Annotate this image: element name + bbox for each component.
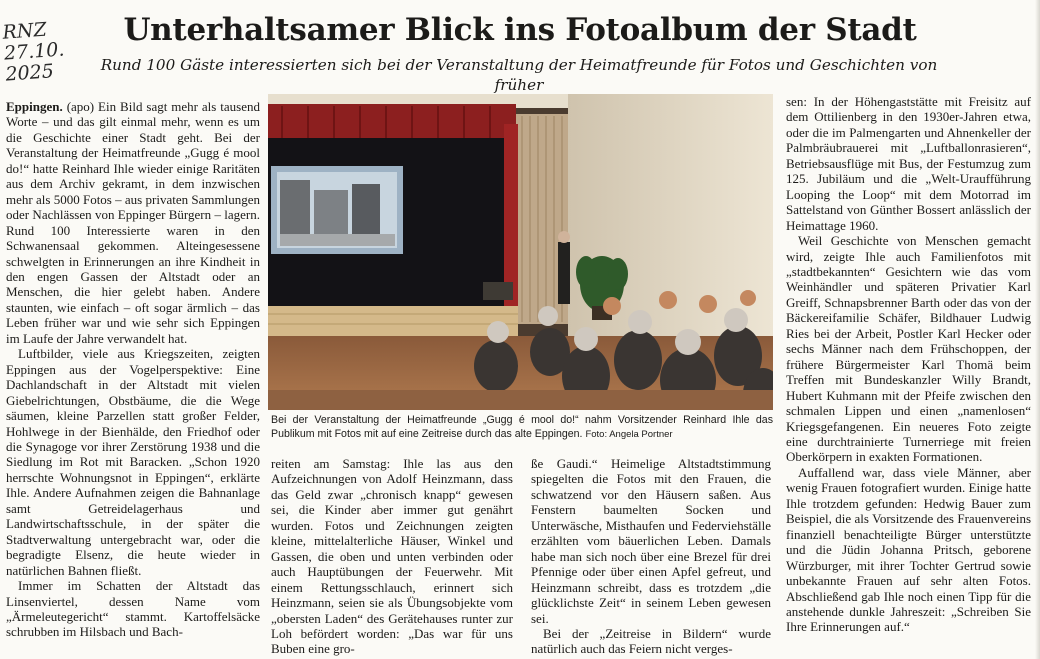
photo-caption <box>271 413 773 442</box>
paragraph: reiten am Samstag: Ihle las aus den Aufzeichnungen von Adolf Heinzmann, dass das Geld zwar „chronisch knapp“ gewesen sei, die Kinder aber immer gut genährt wurden. Fotos und Zeichnungen zeigten kleine, mittelalterliche Häuser, Winkel und Gassen, die oben und unten verbinden oder auch Hauptübungen der Feuerwehr. Mit einem Rettungsschlauch, erinnert sich Heinzmann, seien sie als Übungsobjekte vom „obersten Laden“ des Gerätehauses runter zur Loh befördert worden: „Das war für uns Buben eine gro- <box>271 456 513 657</box>
paragraph-text: (apo) Ein Bild sagt mehr als tausend Worte – und das gilt einmal mehr, wenn es um die Geschichte einer Stadt geht. Bei der Veranstaltung der Heimatfreunde „Gugg é mool do!“ hatte Reinhard Ihle wieder einige Raritäten aus dem Archiv gekramt, in dem inzwischen mehr als 5000 Fotos – aus privaten Sammlungen oder Nachlässen von Eppinger Bürgern – lagern. Rund 100 Interessierte waren in den Schwanensaal gekommen. Alteingesessene schwelgten in Erinnerungen an ihre Kindheit in den engen Gassen der Altstadt oder an Menschen, die hier gelebt haben. Andere staunten, wie einfach – oft sogar ärmlich – das Leben früher war und wie sehr sich Eppingen im Laufe der Jahre verwandelt hat. <box>6 99 261 346</box>
paragraph: Weil Geschichte von Menschen gemacht wird, zeigte Ihle auch Familienfotos mit „stadtbekannten“ Gesichtern wie das vom Weinhändler und späteren Privatier Karl Greiff, Schnapsbrenner Barth oder das von der Bäckereifamilie Schäfer, Bildhauer Ludwig Ries bei der Arbeit, Postler Karl Hecker oder sechs Männer nach dem Frühschoppen, der frühere Bürgermeister Karl Thomä beim Treffen mit Bundeskanzler Willy Brandt, Hubert Kuhmann mit der Pfeife zwischen den schmalen Lippen und einen „namenlosen“ Kriegsgefangenen. Ein neueres Foto zeigte eine durchtrainierte Turnerriege mit freien Oberkörpern in exakten Formationen. <box>786 233 1031 465</box>
paragraph: Auffallend war, dass viele Männer, aber wenig Frauen fotografiert wurden. Einige hatte Ihle trotzdem gefunden: Hedwig Bauer zum Beispiel, die als Vorsitzende des Frauenvereins finanziell benachteiligte Bürger unterstützte und die Jüdin Johanna Pritsch, geborene Würzburger, mit ihrer Tochter Gertrud sowie unbekannte Frauen auf sehr alten Fotos. Abschließend gab Ihle noch einen Tipp für die anstehende dunkle Jahreszeit: „Schreiben Sie Ihre Erinnerungen auf.“ <box>786 464 1031 635</box>
article-column-1 <box>6 99 260 640</box>
caption-text: Bei der Veranstaltung der Heimatfreunde „Gugg é mool do!“ nahm Vorsitzender Reinhard Ihle das Publikum mit Fotos mit auf eine Zeitreise durch das alte Eppingen. <box>271 414 773 440</box>
subheadline: Rund 100 Gäste interessierten sich bei der Veranstaltung der Heimatfreunde für Fotos und Geschichten von früher <box>100 56 938 94</box>
event-photo <box>268 94 773 410</box>
handwritten-note <box>2 17 82 85</box>
note-line: 27.10. <box>3 38 66 65</box>
paragraph: sen: In der Höhengaststätte mit Freisitz auf dem Ottilienberg in den 1930er-Jahren etwa, oder die im Palmengarten und Ahnenkeller der Palmbräubrauerei mit „Luftballonrasieren“, Betriebsausflüge mit Bus, der Festumzug zum 125. Jubiläum und die „Welt-Uraufführung Looping the Loop“ mit dem Motorrad im Sattelstand von Günther Bossert anlässlich der Heimattage 1960. <box>786 94 1031 233</box>
dateline: Eppingen. <box>6 99 63 114</box>
photo-credit: Foto: Angela Portner <box>585 429 673 440</box>
paragraph: Luftbilder, viele aus Kriegszeiten, zeigten Eppingen aus der Vogelperspektive: Eine Dachlandschaft in der Altstadt mit vielen Giebelrichtungen, Obstbäume, die die Wege säumen, kleine Parzellen statt großer Felder, Hohlwege in der Bienhälde, den Friedhof oder die Synagoge vor ihrer Zerstörung 1938 und die Siedlung im Rot mit Baracken. „Schon 1920 herrschte Wohnungsnot in Eppingen“, erklärte Ihle. Andere Aufnahmen zeigen die Bahnanlage samt Getreidelagerhaus und Landwirtschaftsschule, in der später die Stadtverwaltung untergebracht war, oder die begradigte Elsenz, die heute wieder in natürlichen Bahnen fließt. <box>6 346 260 578</box>
article-column-2 <box>271 456 513 657</box>
event-photo-illustration <box>268 94 773 410</box>
lead-paragraph <box>6 99 260 346</box>
note-line: 2025 <box>4 60 55 86</box>
scan-edge <box>1035 0 1040 659</box>
note-line: RNZ <box>1 18 48 44</box>
paragraph: Immer im Schatten der Altstadt das Linsenviertel, dessen Name vom „Ärmeleutegericht“ stammt. Kartoffelsäcke schrubben im Hilsbach und Bach- <box>6 578 260 640</box>
article-column-3 <box>531 456 771 657</box>
article-column-4 <box>786 94 1031 635</box>
paragraph: Bei der „Zeitreise in Bildern“ wurde natürlich auch das Feiern nicht verges- <box>531 625 771 657</box>
headline: Unterhaltsamer Blick ins Fotoalbum der Stadt <box>123 12 917 48</box>
paragraph: ße Gaudi.“ Heimelige Altstadtstimmung spiegelten die Fotos mit den Frauen, die schwatzend vor den Häusern saßen. Aus Fenstern baumelten Socken und Unterwäsche, Misthaufen und Federviehställe erzählten vom bäuerlichen Leben. Damals habe man sich noch über eine Brezel für drei Pfennige oder über einen Apfel gefreut, und Heinzmann schreibt, dass es trotzdem „die glücklichste Zeit“ in seinem Leben gewesen sei. <box>531 456 771 626</box>
